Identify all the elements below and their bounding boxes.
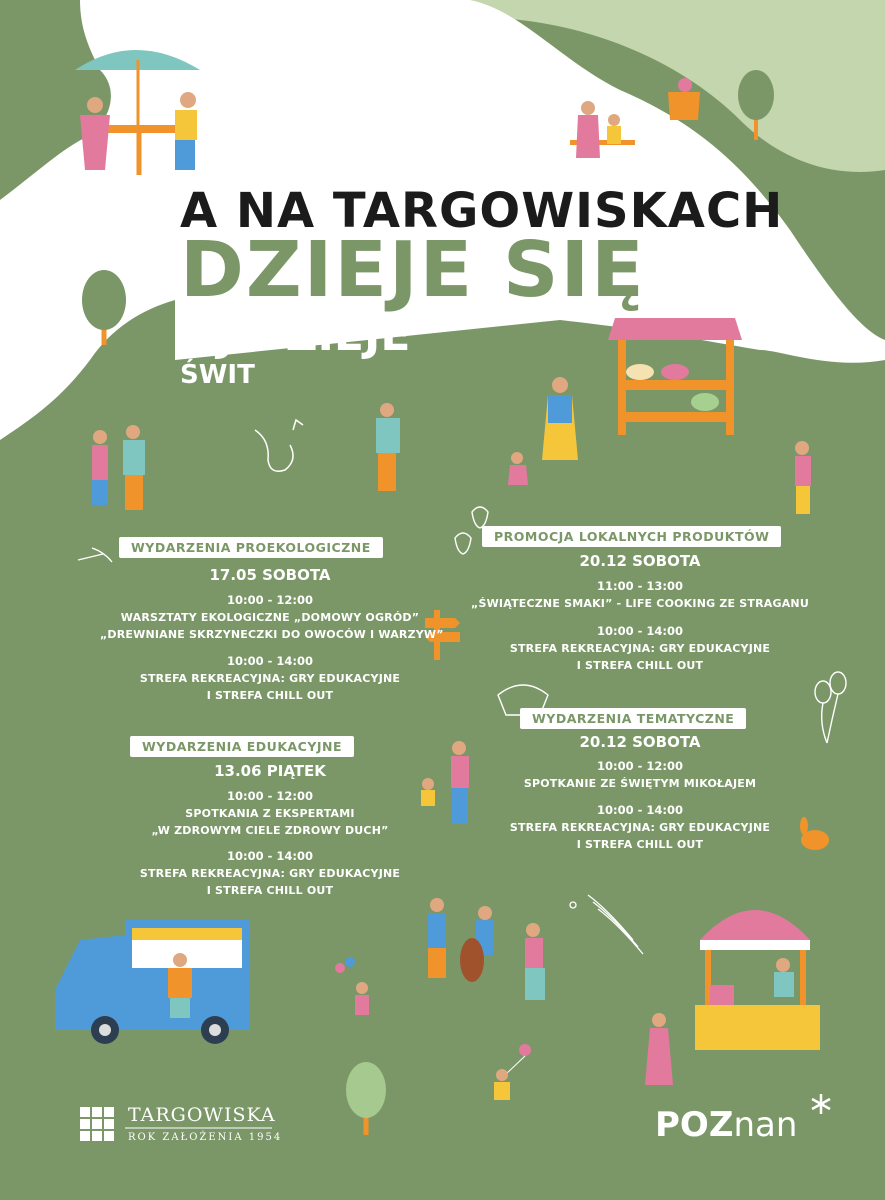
thematic-time2: 10:00 - 14:00 [597, 803, 683, 817]
thematic-event2-line2: I STREFA CHILL OUT [576, 838, 704, 851]
local-event1-line1: „ŚWIĄTECZNE SMAKI” - LIFE COOKING ZE STRAGANU [471, 597, 809, 610]
title-line1: A NA TARGOWISKACH [180, 183, 784, 239]
thematic-event2-line1: STREFA REKREACYJNA: GRY EDUKACYJNE [509, 821, 771, 834]
edu-event1-line2: „W ZDROWYM CIELE ZDROWY DUCH” [151, 824, 389, 837]
section-label-local: PROMOCJA LOKALNYCH PRODUKTÓW [482, 526, 781, 547]
edu-time2: 10:00 - 14:00 [227, 849, 313, 863]
section-label-eco: WYDARZENIA PROEKOLOGICZNE [119, 537, 383, 558]
title-line2: DZIEJE SIĘ [180, 226, 646, 315]
edu-time1: 10:00 - 12:00 [227, 789, 313, 803]
eco-event2-line2: I STREFA CHILL OUT [206, 689, 334, 702]
section-label-edu: WYDARZENIA EDUKACYJNE [130, 736, 354, 757]
edu-date: 13.06 PIĄTEK [214, 762, 326, 780]
poznan-logo-lower: nan [733, 1105, 798, 1145]
edu-event2-line2: I STREFA CHILL OUT [206, 884, 334, 897]
eco-time2: 10:00 - 14:00 [227, 654, 313, 668]
local-time1: 11:00 - 13:00 [597, 579, 683, 593]
local-event2-line2: I STREFA CHILL OUT [576, 659, 704, 672]
location-label: ŚWIT [180, 360, 255, 390]
local-event2-line1: STREFA REKREACYJNA: GRY EDUKACYJNE [509, 642, 771, 655]
eco-event2-line1: STREFA REKREACYJNA: GRY EDUKACYJNE [139, 672, 401, 685]
eco-date: 17.05 SOBOTA [209, 566, 331, 584]
poznan-logo-caps: POZ [655, 1105, 734, 1145]
eco-event1-line1: WARSZTATY EKOLOGICZNE „DOMOWY OGRÓD” [120, 611, 420, 624]
edu-event1-line1: SPOTKANIA Z EKSPERTAMI [185, 807, 355, 820]
eco-event1-line2: „DREWNIANE SKRZYNECZKI DO OWOCÓW I WARZYW” [100, 628, 444, 641]
thematic-time1: 10:00 - 12:00 [597, 759, 683, 773]
title-line3: OJ DZIEJE [180, 310, 411, 361]
targowiska-name: TARGOWISKA [128, 1104, 276, 1126]
eco-time1: 10:00 - 12:00 [227, 593, 313, 607]
section-label-thematic: WYDARZENIA TEMATYCZNE [520, 708, 746, 729]
targowiska-subtitle: ROK ZAŁOŻENIA 1954 [128, 1132, 283, 1143]
edu-event2-line1: STREFA REKREACYJNA: GRY EDUKACYJNE [139, 867, 401, 880]
thematic-date: 20.12 SOBOTA [579, 733, 701, 751]
local-time2: 10:00 - 14:00 [597, 624, 683, 638]
local-date: 20.12 SOBOTA [579, 552, 701, 570]
thematic-event1-line1: SPOTKANIE ZE ŚWIĘTYM MIKOŁAJEM [523, 777, 757, 790]
